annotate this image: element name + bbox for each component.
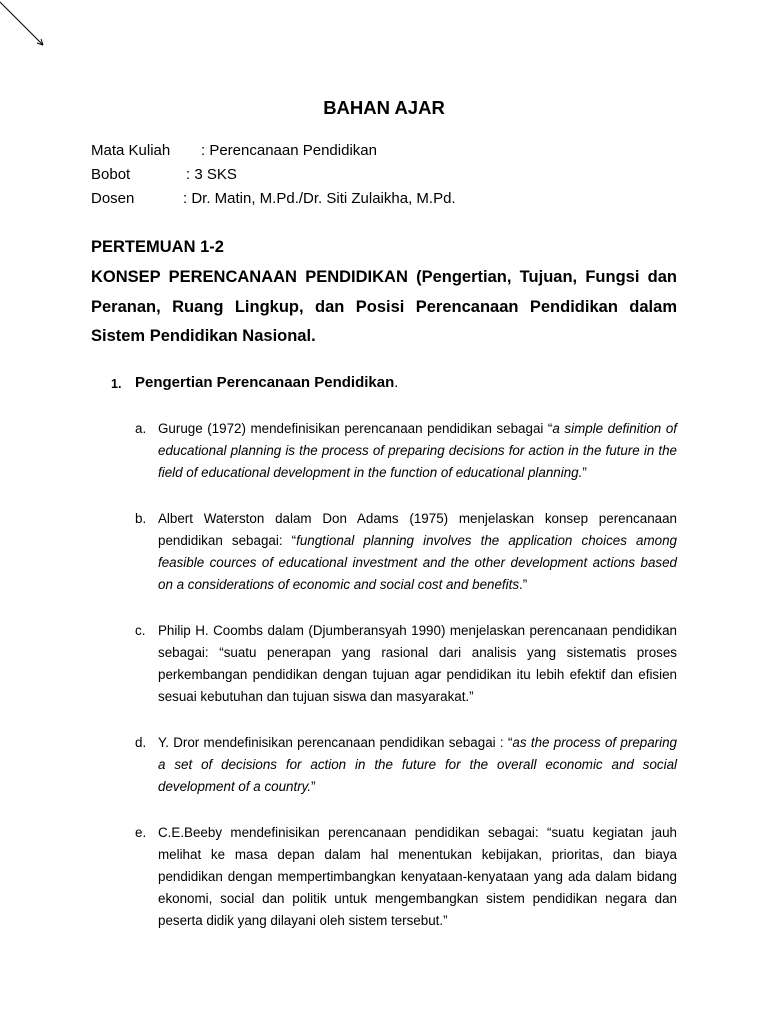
concept-heading: KONSEP PERENCANAAN PENDIDIKAN (Pengertian, Tujuan, Fungsi dan Peranan, Ruang Lingkup, dan Posisi Perencanaan Pendidikan dalam Sistem Pendidikan Nasional. (91, 268, 677, 345)
meta-row-lecturer (91, 188, 677, 212)
definition-item (91, 620, 677, 708)
definition-outro: ” (582, 465, 587, 480)
section-number: 1. (111, 377, 122, 391)
definition-intro: Albert Waterston dalam Don Adams (1975) menjelaskan konsep perencanaan pendidikan sebagai: “ (158, 511, 677, 548)
definition-list (91, 418, 677, 956)
definition-text: C.E.Beeby mendefinisikan perencanaan pendidikan sebagai: “suatu kegiatan jauh melihat ke masa depan dalam hal menentukan kebijakan, prioritas, dan biaya pendidikan dengan mempertimbangkan kenyataan-kenyataan yang ada dalam bidang ekonomi, social dan politik untuk mengembangkan sistem pendidikan negara dan peserta didik yang dilayani oleh sistem tersebut.” (158, 825, 677, 928)
meta-value: : Dr. Matin, M.Pd./Dr. Siti Zulaikha, M.Pd. (183, 190, 456, 207)
definition-intro: Y. Dror mendefinisikan perencanaan pendidikan sebagai : “ (158, 735, 513, 750)
definition-text: Philip H. Coombs dalam (Djumberansyah 1990) menjelaskan perencanaan pendidikan sebagai: “suatu penerapan yang rasional dari analisis yang sistematis proses perkembangan pendidikan dengan tujuan agar pendidikan itu lebih efektif dan efisien sesuai kebutuhan dan tujuan siswa dan masyarakat.” (158, 623, 677, 704)
definition-item (91, 508, 677, 596)
section-title-period: . (394, 374, 399, 391)
definition-outro: ” (311, 779, 316, 794)
section-title (135, 372, 398, 394)
section-title-text: Pengertian Perencanaan Pendidikan (135, 374, 395, 391)
definition-quote: as the process of preparing a set of decisions for action in the future for the overall economic and social development of a country. (158, 735, 677, 794)
meeting-heading: PERTEMUAN 1-2 (91, 238, 224, 256)
definition-item (91, 822, 677, 932)
definition-item (91, 732, 677, 798)
corner-arrow-mark (0, 0, 50, 50)
meta-row-credits (91, 164, 677, 188)
course-meta (91, 140, 677, 212)
definition-outro: .” (519, 577, 528, 592)
document-title: BAHAN AJAR (323, 97, 445, 118)
definition-letter: c. (135, 623, 146, 638)
meta-value: : 3 SKS (186, 166, 237, 183)
meta-label: Mata Kuliah (91, 142, 171, 159)
definition-quote: fungtional planning involves the application choices among feasible cources of educational investment and the other development actions based on a considerations of economic and social cost and benefits (158, 533, 677, 592)
definition-letter: a. (135, 421, 147, 436)
definition-letter: d. (135, 735, 147, 750)
meta-label: Bobot (91, 166, 131, 183)
definition-intro: Guruge (1972) mendefinisikan perencanaan pendidikan sebagai “ (158, 421, 553, 436)
meta-row-course (91, 140, 677, 164)
definition-item (91, 418, 677, 484)
meta-value: : Perencanaan Pendidikan (201, 142, 377, 159)
definition-letter: b. (135, 511, 147, 526)
definition-letter: e. (135, 825, 147, 840)
meta-label: Dosen (91, 190, 135, 207)
definition-quote: a simple definition of educational planning is the process of preparing decisions for action in the future in the field of educational development in the function of educational planning. (158, 421, 677, 480)
